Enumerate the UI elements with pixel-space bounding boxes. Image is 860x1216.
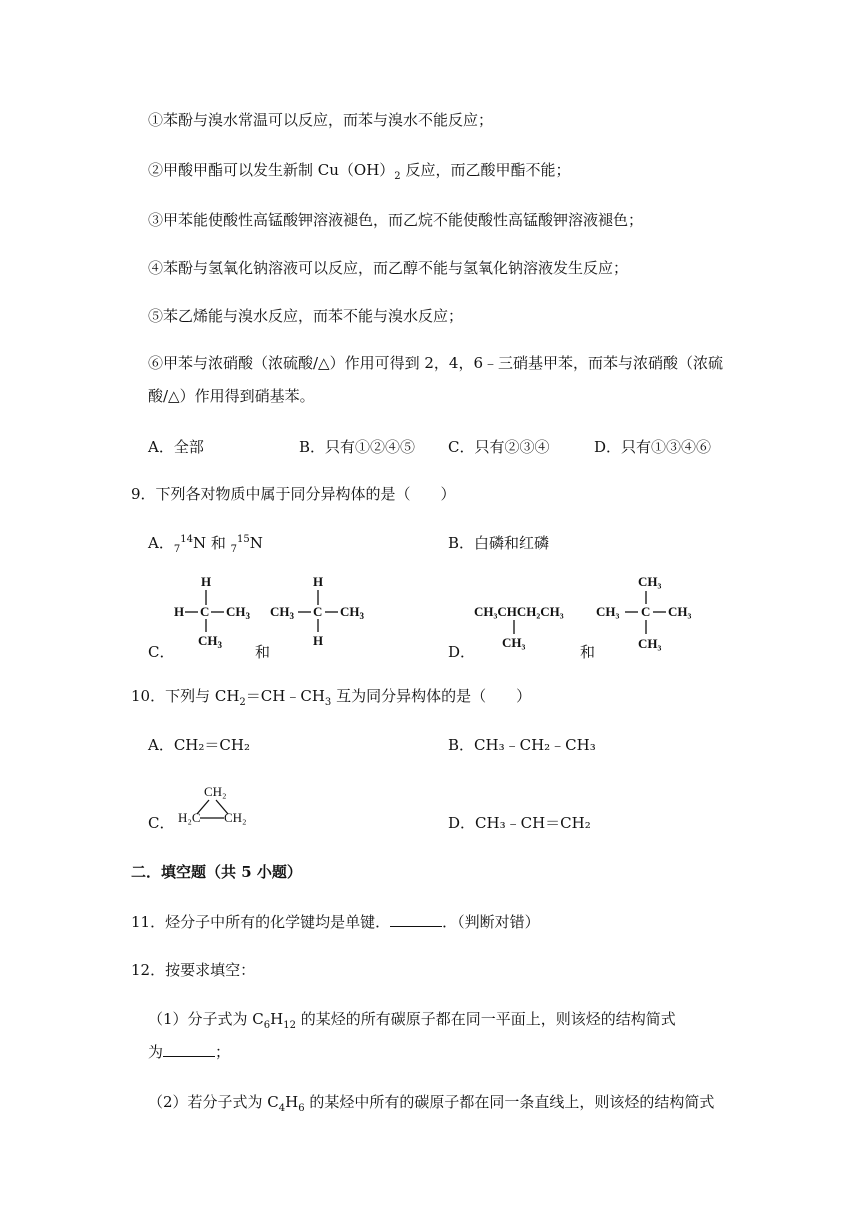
q12-part1-line2: 为 ； [148, 1043, 231, 1061]
svg-text:H: H [313, 574, 324, 589]
q8-option-c: C．只有②③④ [448, 438, 550, 456]
q8-statement-2: ②甲酸甲酯可以发生新制 $Cu(OH)_2$ 反应，而乙酸甲酯不能； [148, 161, 571, 182]
svg-text:C: C [200, 604, 210, 619]
q10-option-d: D．CH₃﹣CH＝CH₂ [448, 814, 591, 832]
svg-text:CH₃: CH₃ [596, 604, 620, 619]
q8-option-d: D．只有①③④⑥ [594, 438, 712, 456]
structure-d2 [596, 574, 692, 651]
structure-c2 [270, 574, 365, 648]
q12-part2-line1: （2）若分子式为 $C_4H_6$ 的某烃中所有的碳原子都在同一条直线上，则该烃的结构简式 [148, 1093, 715, 1114]
q9-option-c-structures [170, 572, 370, 652]
q10-option-b: B．CH₃﹣CH₂﹣CH₃ [448, 736, 596, 754]
svg-text:C: C [641, 604, 651, 619]
svg-text:CH₃: CH₃ [638, 636, 662, 651]
svg-text:CH₃: CH₃ [668, 604, 692, 619]
q9-option-a: A．$_7^{14}$N 和 $_7^{15}$N [148, 534, 263, 555]
structure-c1 [174, 574, 251, 650]
svg-text:CH3: $CH_3$ [198, 633, 222, 650]
q9-option-b: B．白磷和红磷 [448, 534, 550, 552]
section-heading: 二．填空题（共 5 小题） [131, 863, 302, 881]
q12-part1-line1: （1）分子式为 $C_6H_{12}$ 的某烃的所有碳原子都在同一平面上，则该烃的结构简式 [148, 1010, 676, 1031]
svg-text:H: H [201, 574, 212, 589]
svg-text:CH₂: CH₂ [224, 810, 247, 825]
q8-statement-1: ①苯酚与溴水常温可以反应，而苯与溴水不能反应； [148, 111, 494, 129]
q12-stem: 12．按要求填空： [131, 961, 256, 979]
q8-option-a: A．全部 [148, 438, 204, 456]
q11: 11．烃分子中所有的化学键均是单键． ．（判断对错） [131, 913, 540, 931]
svg-text:C: C [313, 604, 323, 619]
q10-stem: 10．下列与 $CH_2=CH﹣CH_3$ 互为同分异构体的是（ ） [131, 687, 532, 708]
q10-option-c-ring [176, 782, 256, 828]
svg-text:H: H [313, 633, 324, 648]
svg-text:CH₃: CH₃ [638, 574, 662, 589]
q9-option-d-and: 和 [580, 643, 596, 661]
q9-option-c-and: 和 [255, 643, 271, 661]
q9-option-d-label: D． [448, 643, 476, 661]
svg-text:CH3: $CH_3$ [270, 604, 294, 621]
q12-part1-answer-blank[interactable] [163, 1042, 215, 1057]
q8-statement-3: ③甲苯能使酸性高锰酸钾溶液褪色，而乙烷不能使酸性高锰酸钾溶液褪色； [148, 211, 644, 229]
q11-answer-blank[interactable] [390, 912, 442, 927]
q8-option-b: B．只有①②④⑤ [299, 438, 416, 456]
q10-option-a: A．CH₂＝CH₂ [148, 736, 250, 754]
svg-text:CH3: $CH_3$ [340, 604, 364, 621]
svg-text:H₂C: H₂C [178, 810, 201, 825]
svg-text:CH3: $CH_3$ [226, 604, 250, 621]
q8-statement-5: ⑤苯乙烯能与溴水反应，而苯不能与溴水反应； [148, 307, 464, 325]
q8-statement-6-line1: ⑥甲苯与浓硝酸（浓硫酸/△）作用可得到 2，4，6﹣三硝基甲苯，而苯与浓硝酸（浓硫 [148, 354, 723, 372]
q9-stem: 9．下列各对物质中属于同分异构体的是（ ） [131, 485, 456, 503]
svg-text:CH₃CHCH₂CH₃: CH₃CHCH₂CH₃ [474, 604, 564, 619]
svg-text:CH₂: CH₂ [204, 784, 227, 799]
svg-text:H: H [174, 604, 185, 619]
structure-d1 [474, 604, 564, 650]
q9-option-c-label: C． [148, 643, 175, 661]
q10-option-c-label: C． [148, 814, 175, 832]
svg-text:CH₃: CH₃ [502, 635, 526, 650]
q8-statement-4: ④苯酚与氢氧化钠溶液可以反应，而乙醇不能与氢氧化钠溶液发生反应； [148, 259, 629, 277]
q8-statement-6-line2: 酸/△）作用得到硝基苯。 [148, 387, 315, 405]
